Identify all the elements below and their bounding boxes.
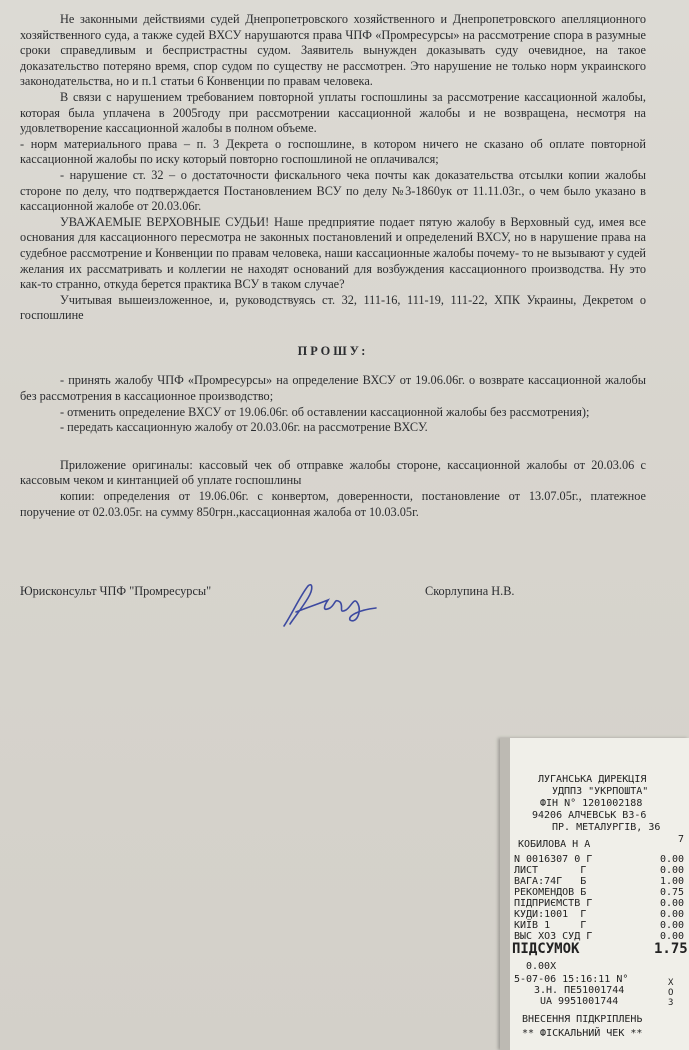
receipt-line: КОБИЛОВА Н А — [518, 839, 591, 850]
receipt-value: 0.00 — [660, 931, 685, 942]
attachments-copies: копии: определения от 19.06.06г. с конвертом, доверенности, постановление от 13.07.05г., платежное поручение от 02.03.05г. на сумму 850грн.,кассационная жалоба от 10.03.05г. — [20, 489, 646, 519]
handwritten-signature — [278, 574, 383, 634]
receipt-total-value: 1.75 — [654, 941, 688, 957]
receipt-line: КИЇВ 1 Г — [514, 920, 587, 931]
paragraph-material-law: - норм материального права – п. 3 Декрета о госпошлине, в котором ничего не сказано об оплате повторной кассационной жалобы по иску который повторно госпошлиной не оплачивался; — [20, 136, 646, 167]
fiscal-receipt — [500, 738, 689, 1050]
request-item-transfer: - передать кассационную жалобу от 20.03.06г. на рассмотрение ВХСУ. — [60, 420, 428, 435]
receipt-total-label: ПІДСУМОК — [512, 941, 580, 957]
receipt-line: РЕКОМЕНДОВ Б — [514, 887, 587, 898]
receipt-value: 0.00 — [660, 865, 685, 876]
receipt-vat: 0.00Х — [526, 961, 557, 972]
attachments-originals: Приложение оригиналы: кассовый чек об отправке жалобы стороне, кассационной жалобы от 20.03.06 с кассовым чеком и кинтанцией об уплате госпошлины — [20, 457, 646, 488]
receipt-value: 0.00 — [660, 909, 685, 920]
paragraph-fiscal-check: - нарушение ст. 32 – о достаточности фискального чека почты как доказательства отсылки копии жалобы стороне по делу, что подтверждается Постановлением ВСУ по делу №3-1860ук от 11.11.03г., о чем было указано в кассационной жалобе от 20.03.06г. — [20, 167, 646, 214]
receipt-line: УДППЗ "УКРПОШТА" — [552, 786, 649, 797]
receipt-zn: З.Н. ПЕ51001744 — [534, 985, 625, 996]
receipt-line: N 0016307 0 Г — [514, 854, 593, 865]
receipt-line: ПР. МЕТАЛУРГІВ, 36 — [552, 822, 661, 833]
receipt-value: 1.00 — [660, 876, 685, 887]
receipt-side-mark: Х О З — [668, 978, 674, 1008]
request-item-cancel: - отменить определение ВХСУ от 19.06.06г. об оставлении кассационной жалобы без рассмотрения); — [60, 404, 590, 419]
receipt-ua: UA 9951001744 — [540, 996, 619, 1007]
receipt-value: 0.00 — [660, 920, 685, 931]
signatory-name: Скорлупина Н.В. — [425, 584, 515, 598]
receipt-footer-fiscal: ** ФІСКАЛЬНИЙ ЧЕК ** — [522, 1028, 643, 1039]
receipt-line: ФІН N° 1201002188 — [540, 798, 643, 809]
receipt-line: ПІДПРИЄМСТВ Г — [514, 898, 593, 909]
receipt-line: ЛУГАНСЬКА ДИРЕКЦІЯ — [538, 774, 647, 785]
receipt-edge-char: 7 — [678, 834, 685, 845]
receipt-line: ВЫС ХОЗ СУД Г — [514, 931, 593, 942]
request-heading: ПРОШУ: — [297, 343, 369, 358]
document-body — [20, 12, 646, 520]
request-item-accept: - принять жалобу ЧПФ «Промресурсы» на определение ВХСУ от 19.06.06г. о возврате кассационной жалобы без рассмотрения в кассационное производство; — [20, 373, 646, 404]
receipt-line: 94206 АЛЧЕВСЬК ВЗ-6 — [532, 810, 647, 821]
receipt-footer-deposit: ВНЕСЕННЯ ПІДКРІПЛЕНЬ — [522, 1014, 643, 1025]
paragraph-appeal: УВАЖАЕМЫЕ ВЕРХОВНЫЕ СУДЬИ! Наше предприятие подает пятую жалобу в Верховный суд, имея все основания для кассационного пересмотра не законных постановлений и определений ВХСУ, но в нарушение права на судебное рассмотрение и Конвенции по правам человека, наши кассационные жалобы почему- то не вызывают у судей желания их рассматривать и коллегии не находят оснований для возбуждения кассационного производства. Ну это как-то странно, откуда берется практика ВСУ в таком случае? — [20, 214, 646, 292]
receipt-value: 0.00 — [660, 898, 685, 909]
signatory-title: Юрисконсульт ЧПФ "Промресурсы" — [20, 584, 212, 598]
receipt-line: ЛИСТ Г — [514, 865, 587, 876]
receipt-datetime: 5-07-06 15:16:11 N° — [514, 974, 629, 985]
receipt-value: 0.75 — [660, 887, 685, 898]
paragraph-grounds: Учитывая вышеизложенное, и, руководствуясь ст. 32, 111-16, 111-19, 111-22, ХПК Украины, Декретом о госпошлине — [20, 292, 646, 323]
paragraph-state-duty: В связи с нарушением требованием повторной уплаты госпошлины за рассмотрение кассационной жалобы, которая была уплачена в 2005году при рассмотрении кассационной жалобы и не возвращена, несмотря на удовлетворение кассационной жалобы в полном объеме. — [20, 89, 646, 136]
receipt-line: КУДИ:1001 Г — [514, 909, 587, 920]
paragraph-violation: Не законными действиями судей Днепропетровского хозяйственного и Днепропетровского апелляционного хозяйственного суда, а также судей ВХСУ нарушаются права ЧПФ «Промресурсы» на рассмотрение спора в разумные сроки справедливым и беспристрастны судом. Заявитель вынужден доказывать суду очевидное, на такое доказательство потеряно время, спор судом по существу не рассмотрен. Это нарушение не только норм украинского законодательства, но и п.1 статьи 6 Конвенции по правам человека. — [20, 12, 646, 89]
receipt-line: ВАГА:74Г Б — [514, 876, 587, 887]
receipt-shadow-edge — [500, 738, 510, 1050]
receipt-value: 0.00 — [660, 854, 685, 865]
